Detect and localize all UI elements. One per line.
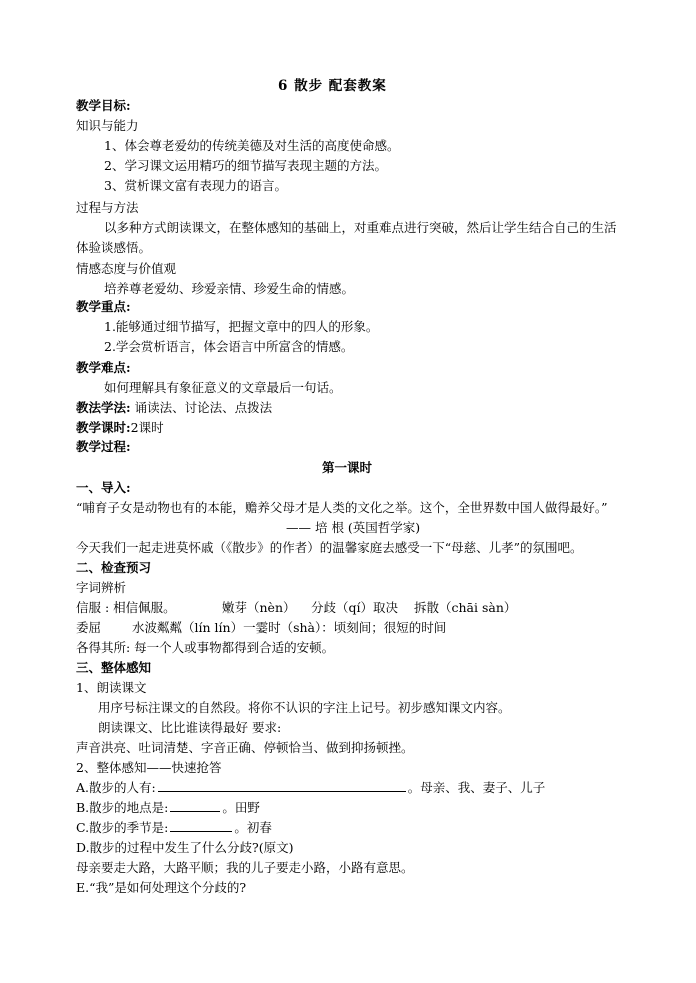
question-b [76, 799, 260, 817]
difficulties-heading: 教学难点: [76, 360, 131, 375]
knowledge-item-3: 3、赏析课文富有表现力的语言。 [104, 178, 287, 193]
methods-text: 诵读法、讨论法、点拨法 [134, 400, 273, 415]
section2-sub: 字词辨析 [76, 580, 127, 595]
document-title: 6 散步 配套教案 [278, 78, 387, 94]
key-point-2: 2.学会赏析语言，体会语言中所富含的情感。 [104, 339, 354, 354]
knowledge-item-1: 1、体会尊老爱幼的传统美德及对生活的高度使命感。 [104, 138, 400, 153]
vocab-row2-a: 委屈 [76, 620, 102, 635]
section3-sub1-text3: 声音洪亮、吐词清楚、字音正确、停顿恰当、做到抑扬顿挫。 [76, 740, 414, 755]
question-a [76, 779, 545, 797]
process-label: 过程与方法 [76, 200, 139, 215]
vocab-row2-b: 水波粼粼（lín lín）一霎时（shà）：顷刻间；很短的时间 [132, 620, 447, 635]
question-d-answer: 母亲要走大路，大路平顺；我的儿子要走小路，小路有意思。 [76, 860, 414, 875]
hours-heading: 教学课时: [76, 420, 131, 435]
section1-attribution: —— 培 根 (英国哲学家) [286, 520, 421, 535]
section1-quote: “哺育子女是动物也有的本能，赡养父母才是人类的文化之举。这个，全世界数中国人做得最好。” [76, 500, 608, 515]
vocab-row1-b: 嫩芽（nèn） [222, 600, 296, 615]
objectives-heading: 教学目标: [76, 98, 131, 113]
emotion-text: 培养尊老爱幼、珍爱亲情、珍爱生命的情感。 [104, 281, 355, 296]
question-b-blank [170, 799, 220, 812]
process-heading: 教学过程: [76, 439, 131, 454]
section3-sub1-text1: 用序号标注课文的自然段。将你不认识的字注上记号。初步感知课文内容。 [98, 700, 511, 715]
methods-row [76, 399, 272, 417]
process-text-1: 以多种方式朗读课文，在整体感知的基础上，对重难点进行突破，然后让学生结合自己的生活 [104, 220, 617, 235]
section1-intro: 今天我们一起走进莫怀戚（《散步》的作者）的温馨家庭去感受一下“母慈、儿孝”的氛围吧。 [76, 540, 583, 555]
question-a-blank [158, 779, 406, 792]
difficulties-text: 如何理解具有象征意义的文章最后一句话。 [104, 380, 342, 395]
emotion-label: 情感态度与价值观 [76, 261, 177, 276]
key-point-1: 1.能够通过细节描写，把握文章中的四人的形象。 [104, 319, 379, 334]
section3-sub1-text2: 朗读课文、比比谁读得最好 要求: [98, 720, 282, 735]
section3-sub2: 2、整体感知——快速抢答 [76, 760, 222, 775]
methods-heading: 教法学法: [76, 400, 131, 415]
lesson-one-heading: 第一课时 [322, 460, 373, 475]
question-b-answer: 。田野 [222, 800, 260, 815]
key-points-heading: 教学重点: [76, 299, 131, 314]
question-e: E.“我”是如何处理这个分歧的? [76, 880, 247, 895]
vocab-row1-d: 拆散（chāi sàn） [414, 600, 517, 615]
knowledge-label: 知识与能力 [76, 118, 139, 133]
section1-heading: 一、导入: [76, 480, 131, 495]
process-text-2: 体验谈感悟。 [76, 240, 152, 255]
section3-heading: 三、整体感知 [76, 660, 152, 675]
question-d: D.散步的过程中发生了什么分歧?(原文) [76, 840, 294, 855]
question-b-prefix: B.散步的地点是: [76, 800, 169, 815]
question-c-blank [170, 819, 232, 832]
vocab-row1-c: 分歧（qí）取决 [311, 600, 398, 615]
question-c-answer: 。初春 [234, 820, 272, 835]
question-c-prefix: C.散步的季节是: [76, 820, 169, 835]
vocab-row3: 各得其所: 每一个人或事物都得到合适的安顿。 [76, 640, 335, 655]
section2-heading: 二、检查预习 [76, 560, 152, 575]
hours-text: 2课时 [130, 420, 164, 435]
hours-row [76, 419, 164, 437]
question-a-prefix: A.散步的人有: [76, 780, 156, 795]
question-a-answer: 。母亲、我、妻子、儿子 [407, 780, 546, 795]
vocab-row1-a: 信服 : 相信佩服。 [76, 600, 176, 615]
question-c [76, 819, 272, 837]
section3-sub1: 1、朗读课文 [76, 680, 147, 695]
knowledge-item-2: 2、学习课文运用精巧的细节描写表现主题的方法。 [104, 158, 387, 173]
